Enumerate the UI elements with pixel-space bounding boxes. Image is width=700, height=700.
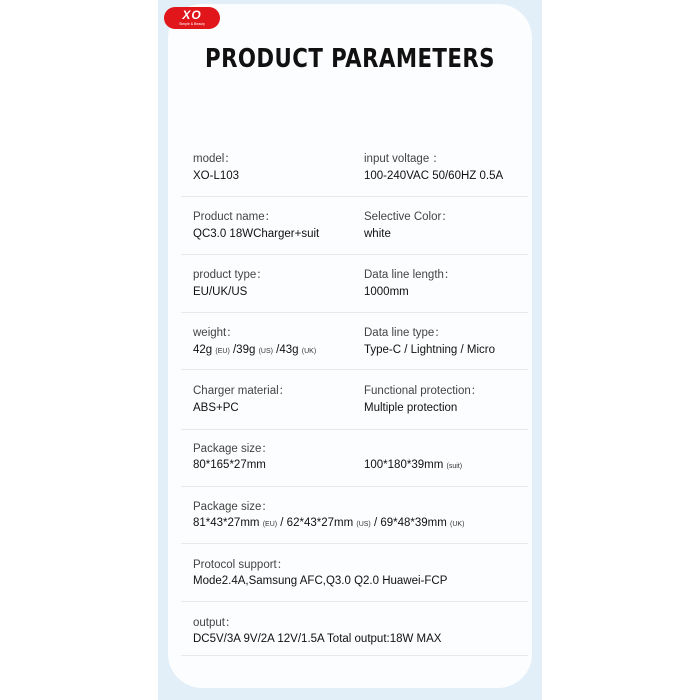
model-value: XO-L103 [193, 170, 240, 182]
package-us-note: (US) [356, 521, 371, 528]
protocol-support-label: Protocol support： [193, 559, 289, 571]
row-divider [181, 312, 528, 313]
functional-protection-label: Functional protection： [364, 385, 483, 397]
weight-eu: 42g [193, 344, 213, 356]
logo-text: XO [182, 8, 202, 22]
row-divider [181, 601, 528, 602]
package-uk-note: (UK) [450, 521, 465, 528]
output-label: output： [193, 617, 237, 629]
data-line-type-label: Data line type： [364, 327, 446, 339]
weight-uk: /43g [276, 344, 299, 356]
logo-tagline: Simple & Beauty [179, 22, 205, 26]
weight-value [193, 344, 316, 356]
package-eu: 81*43*27mm [193, 517, 260, 529]
input-voltage-value: 100-240VAC 50/60HZ 0.5A [364, 170, 504, 182]
suit-size: 100*180*39mm [364, 459, 444, 471]
package-us: / 62*43*27mm [280, 517, 354, 529]
weight-eu-note: (EU) [215, 348, 230, 355]
row-divider [181, 369, 528, 370]
package-size-label: Package size： [193, 443, 273, 455]
protocol-support-value: Mode2.4A,Samsung AFC,Q3.0 Q2.0 Huawei-FCP [193, 575, 448, 587]
data-line-length-value: 1000mm [364, 286, 409, 298]
suit-note: (suit) [446, 463, 463, 470]
weight-us-note: (US) [258, 348, 273, 355]
data-line-length-label: Data line length： [364, 269, 456, 281]
charger-material-label: Charger material： [193, 385, 291, 397]
package-eu-note: (EU) [262, 521, 278, 528]
package-size-value-2 [193, 517, 464, 529]
selective-color-label: Selective Color： [364, 211, 453, 223]
row-divider [181, 196, 528, 197]
row-divider [181, 655, 528, 656]
weight-label: weight： [193, 327, 238, 339]
input-voltage-label: input voltage ： [364, 153, 444, 165]
model-label: model： [193, 153, 236, 165]
data-line-type-value: Type-C / Lightning / Micro [364, 344, 496, 356]
xo-logo [164, 7, 220, 29]
weight-uk-note: (UK) [301, 348, 317, 355]
row-divider [181, 429, 528, 430]
product-name-label: Product name： [193, 211, 277, 223]
row-divider [181, 254, 528, 255]
selective-color-value: white [364, 228, 391, 240]
weight-us: /39g [232, 344, 256, 356]
charger-material-value: ABS+PC [193, 402, 239, 414]
package-size-suit-value [364, 459, 462, 471]
output-value: DC5V/3A 9V/2A 12V/1.5A Total output:18W MAX [193, 633, 442, 645]
row-divider [181, 543, 528, 544]
product-name-value: QC3.0 18WCharger+suit [193, 228, 320, 240]
row-divider [181, 486, 528, 487]
package-uk: / 69*48*39mm [373, 517, 447, 529]
product-type-label: product type： [193, 269, 268, 281]
page-title: PRODUCT PARAMETERS [205, 44, 495, 74]
package-size-label-2: Package size： [193, 501, 273, 513]
product-type-value: EU/UK/US [193, 286, 248, 298]
functional-protection-value: Multiple protection [364, 402, 458, 414]
package-size-value: 80*165*27mm [193, 459, 266, 471]
